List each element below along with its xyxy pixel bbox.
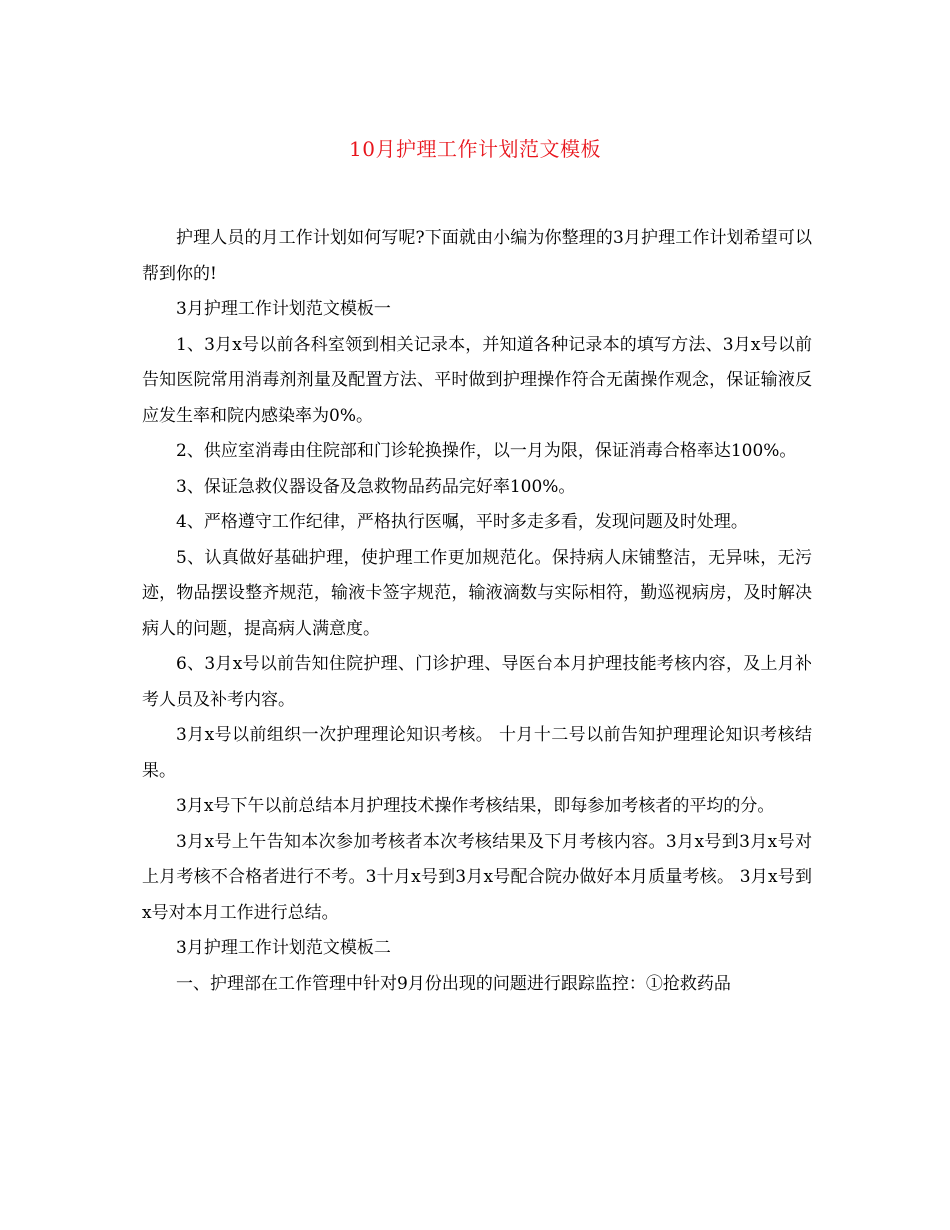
paragraph-monitoring: 一、护理部在工作管理中针对9月份出现的问题进行跟踪监控：①抢救药品	[176, 973, 731, 994]
paragraph-intro: 护理人员的月工作计划如何写呢?下面就由小编为你整理的3月护理工作计划希望可以帮到你的!	[142, 228, 812, 284]
paragraph-item-4: 4、严格遵守工作纪律，严格执行医嘱，平时多走多看，发现问题及时处理。	[176, 512, 748, 532]
paragraph-theory-exam: 3月x号以前组织一次护理理论知识考核。 十月十二号以前告知护理理论知识考核结果。	[142, 725, 812, 781]
document-body	[142, 221, 812, 1002]
section-heading-template-two: 3月护理工作计划范文模板二	[176, 938, 391, 958]
paragraph-item-2: 2、供应室消毒由住院部和门诊轮换操作，以一月为限，保证消毒合格率达100%。	[176, 441, 797, 461]
paragraph-item-3: 3、保证急救仪器设备及急救物品药品完好率100%。	[176, 476, 576, 497]
document-title: 10月护理工作计划范文模板	[349, 137, 601, 161]
paragraph-skill-summary: 3月x号下午以前总结本月护理技术操作考核结果，即每参加考核者的平均的分。	[176, 796, 775, 816]
paragraph-exam-results: 3月x号上午告知本次参加考核者本次考核结果及下月考核内容。3月x号到3月x号对上月考核不合格者进行不考。3十月x号到3月x号配合院办做好本月质量考核。 3月x号到x号对本月工作进行总结。	[142, 831, 812, 923]
section-heading-template-one: 3月护理工作计划范文模板一	[176, 299, 391, 319]
paragraph-item-5: 5、认真做好基础护理，使护理工作更加规范化。保持病人床铺整洁，无异味，无污迹，物品摆设整齐规范，输液卡签字规范，输液滴数与实际相符，勤巡视病房，及时解决病人的问题，提高病人满意度。	[142, 547, 812, 639]
paragraph-item-1: 1、3月x号以前各科室领到相关记录本，并知道各种记录本的填写方法、3月x号以前告知医院常用消毒剂剂量及配置方法、平时做到护理操作符合无菌操作观念，保证输液反应发生率和院内感染率为0%。	[142, 334, 812, 426]
paragraph-item-6: 6、3月x号以前告知住院护理、门诊护理、导医台本月护理技能考核内容，及上月补考人员及补考内容。	[142, 654, 812, 710]
